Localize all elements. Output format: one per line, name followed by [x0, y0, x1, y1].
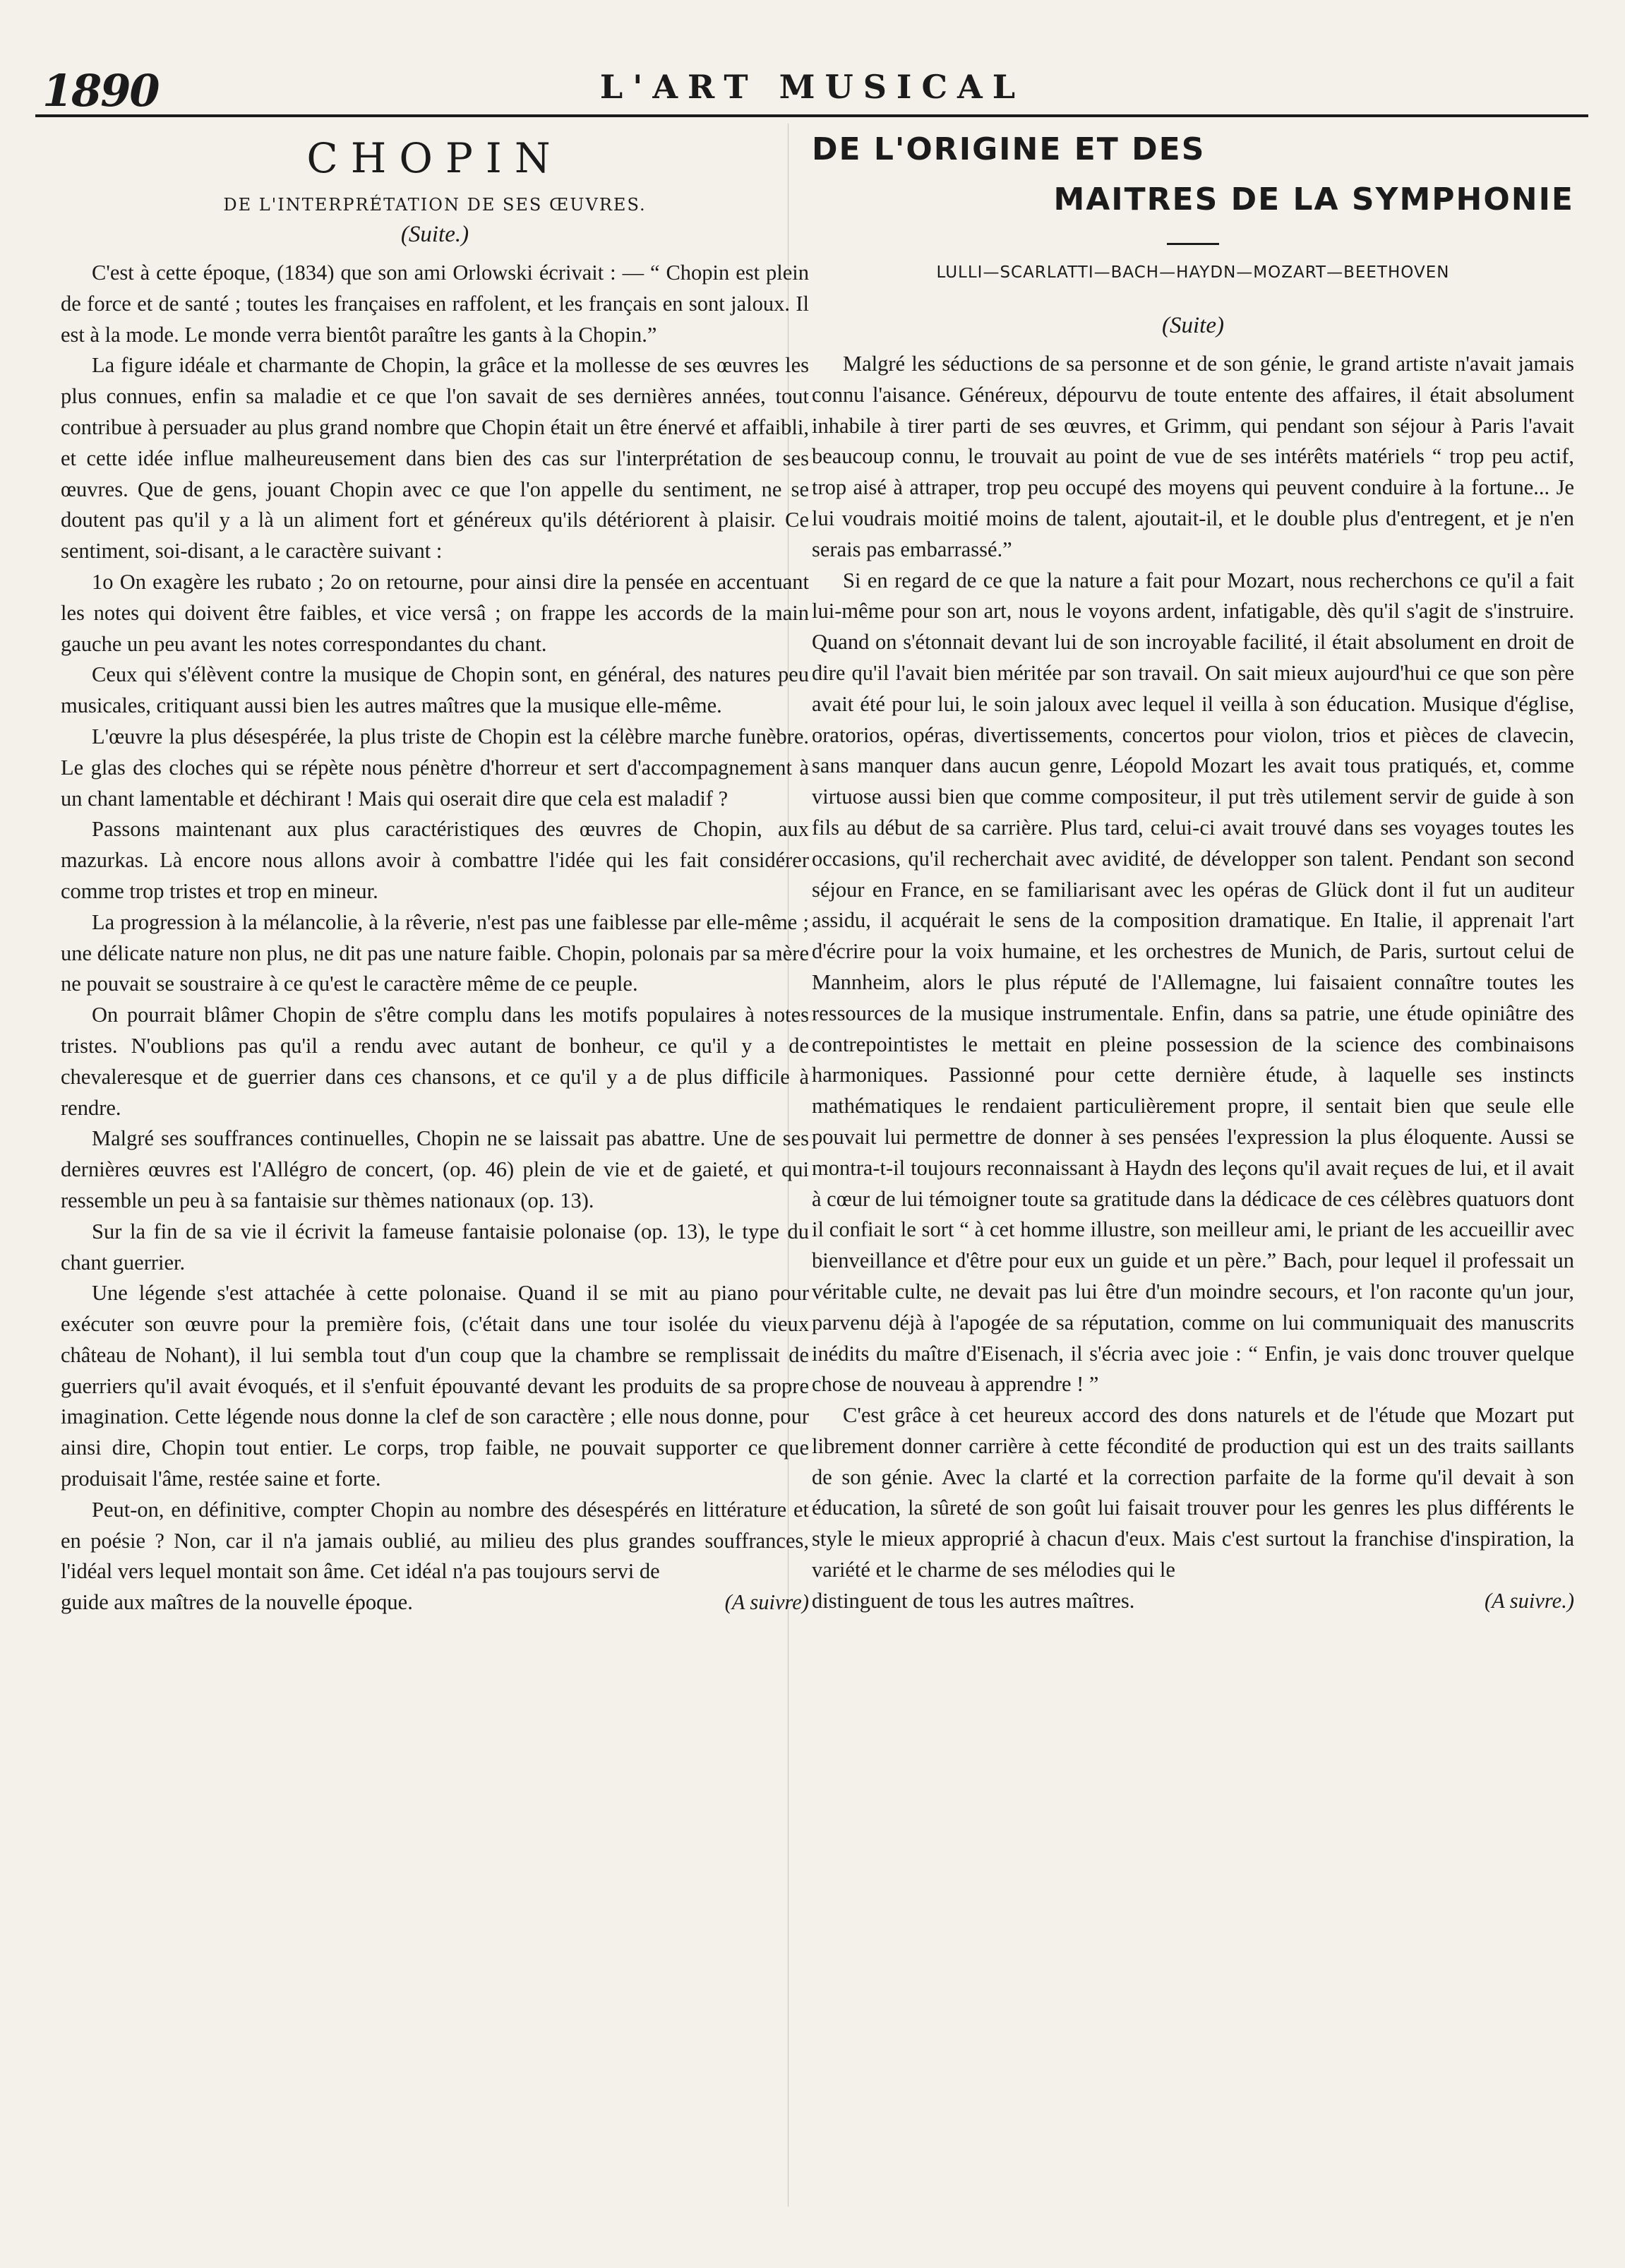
article-body — [812, 349, 1574, 1617]
title-rule — [1167, 243, 1219, 245]
a-suivre: (A suivre) — [724, 1590, 809, 1615]
article-subtitle: DE L'INTERPRÉTATION DE SES ŒUVRES. — [223, 195, 647, 215]
paragraph: 1o On exagère les rubato ; 2o on retourne, pour ainsi dire la pensée en accentuant les notes qui doivent être faibles, et vice versâ ; on frappe les accords de la main gauche un peu avant les notes correspondantes du chant. — [61, 569, 809, 656]
article-body — [61, 258, 809, 1618]
article-chopin — [61, 127, 809, 1618]
header-rule — [35, 114, 1588, 117]
paragraph: Si en regard de ce que la nature a fait pour Mozart, nous recherchons ce qu'il a fait lui-même pour son art, nous le voyons ardent, infatigable, dès qu'il s'agit de s'instruire. Quand on s'étonnait devant lui de son incroyable facilité, il était absolument en droit de dire qu'il l'avait bien méritée par son travail. On sait mieux aujourd'hui ce que son père avait été pour lui, le soin jaloux avec lequel il veilla à son éducation. Musique d'église, oratorios, opéras, divertissements, concertos pour violon, trios et pièces de clavecin, sans manquer dans aucun genre, Léopold Mozart les avait tous pratiqués, et, comme virtuose aussi bien que comme compositeur, il put très utilement servir de guide à son fils au début de sa carrière. Plus tard, celui-ci avait trouvé dans ses voyages toutes les occasions, qu'il recherchait avec avidité, de développer son talent. Pendant son second séjour en France, en se familiarisant avec les opéras de Glück dont il fut un auditeur assidu, il acquérait le sens de la composition dramatique. En Italie, il apprenait l'art d'écrire pour la voix humaine, et les orchestres de Munich, de Paris, surtout celui de Mannheim, alors le plus réputé de l'Allemagne, lui faisaient connaître toutes les ressources de la musique instrumentale. Enfin, dans sa patrie, une étude opiniâtre des contrepointistes le mettait en pleine possession de la science des combinaisons harmoniques. Passionné pour cette dernière étude, à laquelle ses instincts mathématiques le rendaient particulièrement propre, il sentait bien que seule elle pouvait lui permettre de donner à ses pensées l'expression la plus éloquente. Aussi se montra-t-il toujours reconnaissant à Haydn des leçons qu'il avait reçues de lui, et il avait à cœur de lui témoigner toute sa gratitude dans la dédicace de ces célèbres quatuors dont il confiait le sort “ à cet homme illustre, son meilleur ami, le priant de les accueillir avec bienveillance et d'être pour eux un guide et un père.” Bach, pour lequel il professait un véritable culte, ne devait pas lui être d'un moindre secours, et l'on raconte qu'un jour, parvenu déjà à l'apogée de sa réputation, comme on lui communiquait des manuscrits inédits du maître d'Eisenach, il s'écria avec joie : “ Enfin, je vais donc trouver quelque chose de nouveau à apprendre ! ” — [812, 568, 1574, 1397]
paragraph: Malgré les séductions de sa personne et de son génie, le grand artiste n'avait jamais connu l'aisance. Généreux, dépourvu de toute entente des affaires, il était absolument inhabile à tirer parti de ses œuvres, et Grimm, qui pendant son séjour à Paris l'avait beaucoup connu, le trouvait au point de vue de ses intérêts matériels “ trop peu actif, trop aisé à attraper, trop peu occupé des moyens qui peuvent conduire à la fortune... Je lui voudrais moitié moins de talent, ajoutait-il, et le double plus d'entregent, et je n'en serais pas embarrassé.” — [812, 352, 1574, 561]
paragraph: Ceux qui s'élèvent contre la musique de Chopin sont, en général, des natures peu musicales, critiquant aussi bien les autres maîtres que la musique elle-même. — [61, 662, 809, 718]
composers-list: LULLI—SCARLATTI—BACH—HAYDN—MOZART—BEETHOVEN — [936, 263, 1450, 282]
a-suivre: (A suivre.) — [1484, 1588, 1574, 1613]
closing-line — [812, 1586, 1574, 1617]
page-number: 1890 — [42, 65, 159, 117]
suite-label: (Suite) — [1162, 313, 1224, 338]
paragraph: Sur la fin de sa vie il écrivit la fameuse fantaisie polonaise (op. 13), le type du chant guerrier. — [61, 1219, 809, 1275]
article-title-line2: MAITRES DE LA SYMPHONIE — [1053, 181, 1574, 217]
paragraph: Malgré ses souffrances continuelles, Chopin ne se laissait pas abattre. Une de ses dernières œuvres est l'Allégro de concert, (op. 46) plein de vie et de gaieté, et qui ressemble un peu à sa fantaisie sur thèmes nationaux (op. 13). — [61, 1126, 809, 1212]
paragraph: Peut-on, en définitive, compter Chopin au nombre des désespérés en littérature et en poésie ? Non, car il n'a jamais oublié, au milieu des plus grandes souffrances, l'idéal vers lequel montait son âme. Cet idéal n'a pas toujours servi de — [61, 1497, 809, 1584]
closing-text: distinguent de tous les autres maîtres. — [812, 1588, 1135, 1613]
paragraph: C'est à cette époque, (1834) que son ami Orlowski écrivait : — “ Chopin est plein de force et de santé ; toutes les françaises en raffolent, et les français en sont jaloux. Il est à la mode. Le monde verra bientôt paraître les gants à la Chopin.” — [61, 261, 809, 347]
masthead: L'ART MUSICAL — [599, 68, 1026, 106]
paragraph: Passons maintenant aux plus caractéristiques des œuvres de Chopin, aux mazurkas. Là encore nous allons avoir à combattre l'idée qui les fait considérer comme trop tristes et trop en mineur. — [61, 817, 809, 903]
closing-line — [61, 1587, 809, 1618]
paragraph: L'œuvre la plus désespérée, la plus triste de Chopin est la célèbre marche funèbre. Le glas des cloches qui se répète nous pénètre d'horreur et sert d'accompagnement à un chant lamentable et déchirant ! Mais qui oserait dire que cela est maladif ? — [61, 724, 809, 811]
suite-label: (Suite.) — [400, 222, 469, 247]
paragraph: On pourrait blâmer Chopin de s'être complu dans les motifs populaires à notes tristes. N'oublions pas qu'il a rendu avec autant de bonheur, ce qu'il y a de chevaleresque et de guerrier dans ces chansons, et ce qu'il y a de plus difficile à rendre. — [61, 1003, 809, 1120]
paragraph: La figure idéale et charmante de Chopin, la grâce et la mollesse de ses œuvres les plus connues, enfin sa maladie et ce que l'on savait de ses dernières années, tout contribue à persuader au plus grand nombre que Chopin était un être énervé et affaibli, et cette idée influe malheureusement dans bien des cas sur l'interprétation de ses œuvres. Que de gens, jouant Chopin avec ce que l'on appelle du sentiment, ne se doutent pas qu'il y a là un aliment fort et généreux qu'ils détériorent à plaisir. Ce sentiment, soi-disant, a le caractère suivant : — [61, 353, 809, 563]
paragraph: C'est grâce à cet heureux accord des dons naturels et de l'étude que Mozart put librement donner carrière à cette fécondité de production qui est un des traits saillants de son génie. Avec la clarté et la correction parfaite de la forme qu'il devait à son éducation, la sûreté de son goût lui faisait trouver pour les genres les plus différents le style le mieux approprié à chacun d'eux. Mais c'est surtout la franchise d'inspiration, la variété et le charme de ses mélodies qui le — [812, 1403, 1574, 1582]
article-title-line1: DE L'ORIGINE ET DES — [812, 131, 1206, 167]
paragraph: Une légende s'est attachée à cette polonaise. Quand il se mit au piano pour exécuter son œuvre pour la première fois, (c'était dans une tour isolée du vieux château de Nohant), il lui sembla tout d'un coup que la chambre se remplissait de guerriers qu'il avait évoqués, et il s'enfuit épouvanté devant les produits de sa propre imagination. Cette légende nous donne la clef de son caractère ; elle nous donne, pour ainsi dire, Chopin tout entier. Le corps, trop faible, ne pouvait supporter ce que produisait l'âme, restée saine et forte. — [61, 1281, 809, 1491]
article-title: CHOPIN — [306, 134, 563, 182]
paragraph: La progression à la mélancolie, à la rêverie, n'est pas une faiblesse par elle-même ; une délicate nature non plus, ne dit pas une nature faible. Chopin, polonais par sa mère ne pouvait se soustraire à ce qu'est le caractère même de ce peuple. — [61, 909, 809, 996]
article-symphonie — [812, 127, 1574, 1617]
closing-text: guide aux maîtres de la nouvelle époque. — [61, 1590, 413, 1615]
